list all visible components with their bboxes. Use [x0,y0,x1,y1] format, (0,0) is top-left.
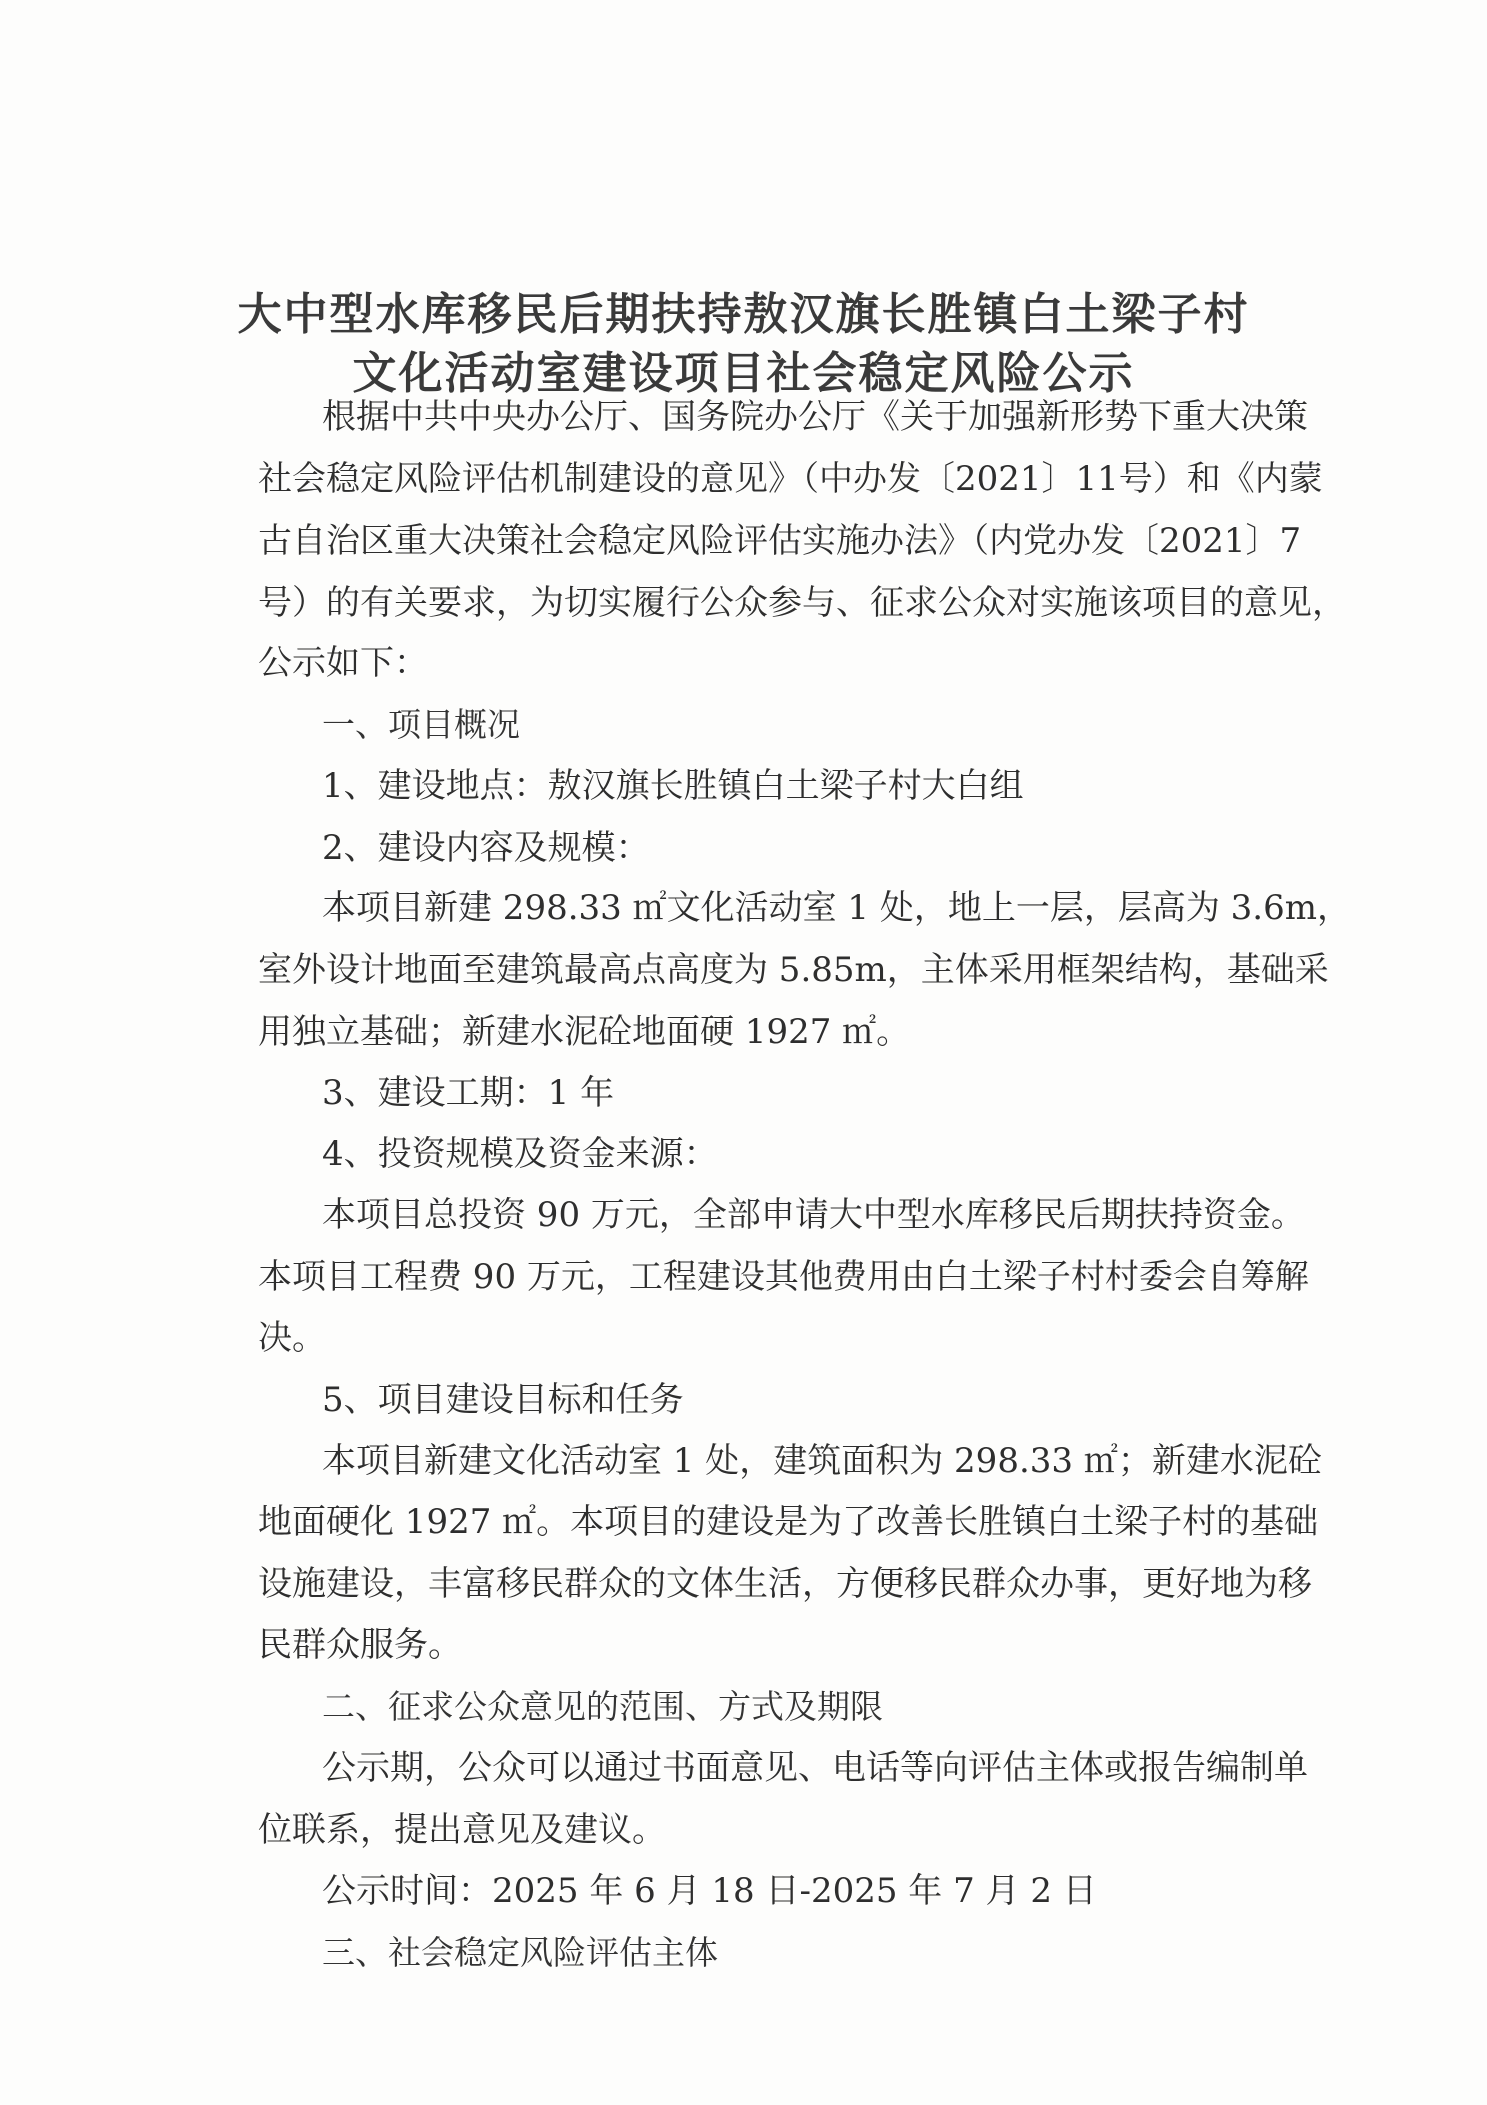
item-4-body-line-2: 本项目工程费 90 万元，工程建设其他费用由白土梁子村村委会自筹解 [258,1257,1309,1297]
item-4-body-line-3: 决。 [258,1318,326,1358]
item-5-body-line-2: 地面硬化 1927 ㎡。本项目的建设是为了改善长胜镇白土梁子村的基础 [258,1502,1319,1542]
section-2-body-line-1: 公示期，公众可以通过书面意见、电话等向评估主体或报告编制单 [322,1748,1308,1788]
item-5-body-line-1: 本项目新建文化活动室 1 处，建筑面积为 298.33 ㎡；新建水泥砼 [322,1441,1322,1481]
intro-line-5: 公示如下： [258,643,428,683]
document-title-line-1: 大中型水库移民后期扶持敖汉旗长胜镇白土梁子村 [237,289,1250,340]
item-2-body-line-2: 室外设计地面至建筑最高点高度为 5.85m，主体采用框架结构，基础采 [258,950,1329,990]
item-2-body-line-3: 用独立基础；新建水泥砼地面硬 1927 ㎡。 [258,1012,911,1052]
section-3-heading: 三、社会稳定风险评估主体 [322,1933,718,1972]
intro-line-4: 号）的有关要求，为切实履行公众参与、征求公众对实施该项目的意见， [258,583,1346,623]
section-2-body-line-2: 位联系，提出意见及建议。 [258,1810,666,1850]
document-title-line-2: 文化活动室建设项目社会稳定风险公示 [352,348,1135,399]
item-5-heading: 5、项目建设目标和任务 [322,1380,684,1420]
intro-line-3: 古自治区重大决策社会稳定风险评估实施办法》（内党办发〔2021〕7 [258,521,1302,561]
notice-period: 公示时间：2025 年 6 月 18 日-2025 年 7 月 2 日 [322,1871,1097,1911]
item-3-duration: 3、建设工期：1 年 [322,1073,615,1113]
section-1-heading: 一、项目概况 [322,705,520,744]
item-2-body-line-1: 本项目新建 298.33 ㎡文化活动室 1 处，地上一层，层高为 3.6m， [322,888,1351,928]
intro-line-1: 根据中共中央办公厅、国务院办公厅《关于加强新形势下重大决策 [322,397,1308,437]
item-5-body-line-4: 民群众服务。 [258,1625,462,1665]
section-2-heading: 二、征求公众意见的范围、方式及期限 [322,1687,883,1726]
item-5-body-line-3: 设施建设，丰富移民群众的文体生活，方便移民群众办事，更好地为移 [258,1564,1312,1604]
item-2-heading: 2、建设内容及规模： [322,828,650,868]
intro-line-2: 社会稳定风险评估机制建设的意见》（中办发〔2021〕11号）和《内蒙 [258,459,1323,499]
item-1-location: 1、建设地点：敖汉旗长胜镇白土梁子村大白组 [322,766,1024,806]
item-4-heading: 4、投资规模及资金来源： [322,1134,718,1174]
item-4-body-line-1: 本项目总投资 90 万元，全部申请大中型水库移民后期扶持资金。 [322,1195,1305,1235]
